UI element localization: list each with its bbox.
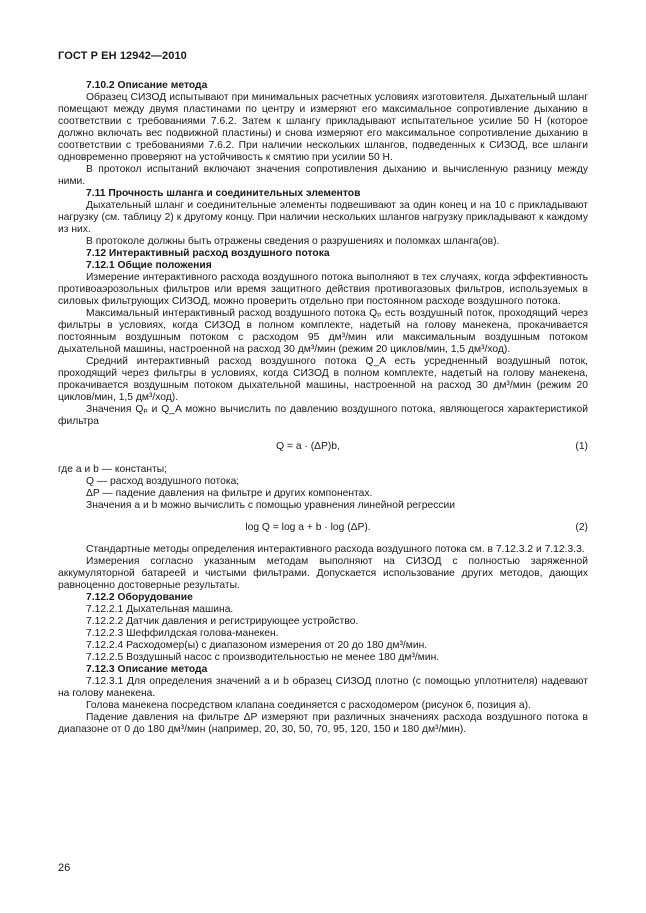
formula-expression: Q = a · (ΔP)b, — [276, 441, 340, 452]
indented-line: 7.12.2.4 Расходомер(ы) с диапазоном измерения от 20 до 180 дм³/мин. — [86, 640, 428, 651]
paragraph: Образец СИЗОД испытывают при минимальных расчетных условиях изготовителя. Дыхательный шланг помещают между двумя пластинами по центру и измеряют его максимальное сопротивление дыханию в соответствии с требованиями 7.6.2. Затем к шлангу прикладывают испытательное усилие 50 Н (которое должно включать вес подвижной пластины) и снова измеряют его максимальное сопротивление дыханию в соответствии с требованиями 7.6.2. При наличии нескольких шлангов, подведенных к СИЗОД, все шланги одновременно проверяют на устойчивость к смятию при усилии 50 Н. — [58, 92, 588, 163]
section-heading: 7.11 Прочность шланга и соединительных элементов — [86, 188, 361, 199]
indented-line: Q — расход воздушного потока; — [86, 476, 240, 487]
paragraph: В протоколе должны быть отражены сведения о разрушениях и поломках шланга(ов). — [86, 236, 500, 247]
formula-expression: log Q = log a + b · log (ΔP). — [245, 522, 371, 533]
spacer — [58, 534, 588, 544]
where-clause: где a и b — константы; — [58, 464, 168, 475]
paragraph: В протокол испытаний включают значения сопротивления дыханию и вычисленную разницу между ними. — [58, 164, 588, 187]
paragraph: Падение давления на фильтре ΔP измеряют при различных значениях расхода воздушного потока в диапазоне от 0 до 180 дм³/мин (например, 20, 30, 50, 70, 95, 120, 150 и 180 дм³/мин). — [58, 712, 588, 735]
indented-line: 7.12.2.2 Датчик давления и регистрирующее устройство. — [86, 616, 359, 627]
page-number: 26 — [58, 862, 71, 874]
indented-line: 7.12.2.3 Шеффилдская голова-манекен. — [86, 628, 279, 639]
indented-line: Значения a и b можно вычислить с помощью уравнения линейной регрессии — [86, 500, 456, 511]
paragraph: 7.12.3.1 Для определения значений a и b образец СИЗОД плотно (с помощью уплотнителя) надевают на голову манекена. — [58, 676, 588, 699]
document-header: ГОСТ Р ЕН 12942—2010 — [58, 50, 187, 62]
formula — [58, 522, 588, 534]
paragraph: Значения Qₚ и Q_A можно вычислить по давлению воздушного потока, являющегося характеристикой фильтра — [58, 404, 588, 427]
section-heading: 7.12.1 Общие положения — [86, 260, 212, 271]
document-body — [58, 80, 588, 736]
paragraph: Средний интерактивный расход воздушного потока Q_A есть усредненный воздушный поток, проходящий через фильтры в условиях, когда СИЗОД в полном комплекте, надетый на голову манекена, прокачивается воздушным потоком дыхательной машины, настроенной на расход 30 дм³/мин (режим 20 циклов/мин, 1,5 дм³/ход). — [58, 356, 588, 403]
paragraph: Измерение интерактивного расхода воздушного потока выполняют в тех случаях, когда эффективность противоаэрозольных фильтров или время защитного действия противогазовых фильтров, используемых в силовых фильтрующих СИЗОД, можно проверить отдельно при постоянном расходе воздушного потока. — [58, 272, 588, 307]
indented-line: 7.12.2.1 Дыхательная машина. — [86, 604, 234, 615]
paragraph: Дыхательный шланг и соединительные элементы подвешивают за один конец и на 10 с прикладывают нагрузку (см. таблицу 2) к другому концу. При наличии нескольких шлангов нагрузку прикладывают к каждому из них. — [58, 200, 588, 235]
section-heading: 7.12 Интерактивный расход воздушного потока — [86, 248, 330, 259]
paragraph: Голова манекена посредством клапана соединяется с расходомером (рисунок 6, позиция а). — [86, 700, 531, 711]
formula — [58, 441, 588, 453]
section-heading: 7.10.2 Описание метода — [86, 80, 208, 91]
indented-line: 7.12.2.5 Воздушный насос с производительностью не менее 180 дм³/мин. — [86, 652, 440, 663]
indented-line: ΔP — падение давления на фильтре и других компонентах. — [86, 488, 373, 499]
paragraph: Измерения согласно указанным методам выполняют на СИЗОД с полностью заряженной аккумуляторной батареей и чистыми фильтрами. Допускается использование других методов, дающих равноценно достоверные результаты. — [58, 556, 588, 591]
formula-number: (2) — [575, 522, 588, 533]
formula-number: (1) — [575, 441, 588, 452]
paragraph: Максимальный интерактивный расход воздушного потока Qₚ есть воздушный поток, проходящий через фильтры в условиях, когда СИЗОД в полном комплекте, надетый на голову манекена, прокачивается постоянным воздушным потоком с расходом 95 дм³/мин или максимальным воздушным потоком дыхательной машины, настроенной на расход 30 дм³/мин (режим 20 циклов/мин, 1,5 дм³/ход). — [58, 308, 588, 355]
section-heading: 7.12.3 Описание метода — [86, 664, 208, 675]
paragraph: Стандартные методы определения интерактивного расхода воздушного потока см. в 7.12.3.2 и 7.12.3.3. — [86, 544, 585, 555]
section-heading: 7.12.2 Оборудование — [86, 592, 193, 603]
